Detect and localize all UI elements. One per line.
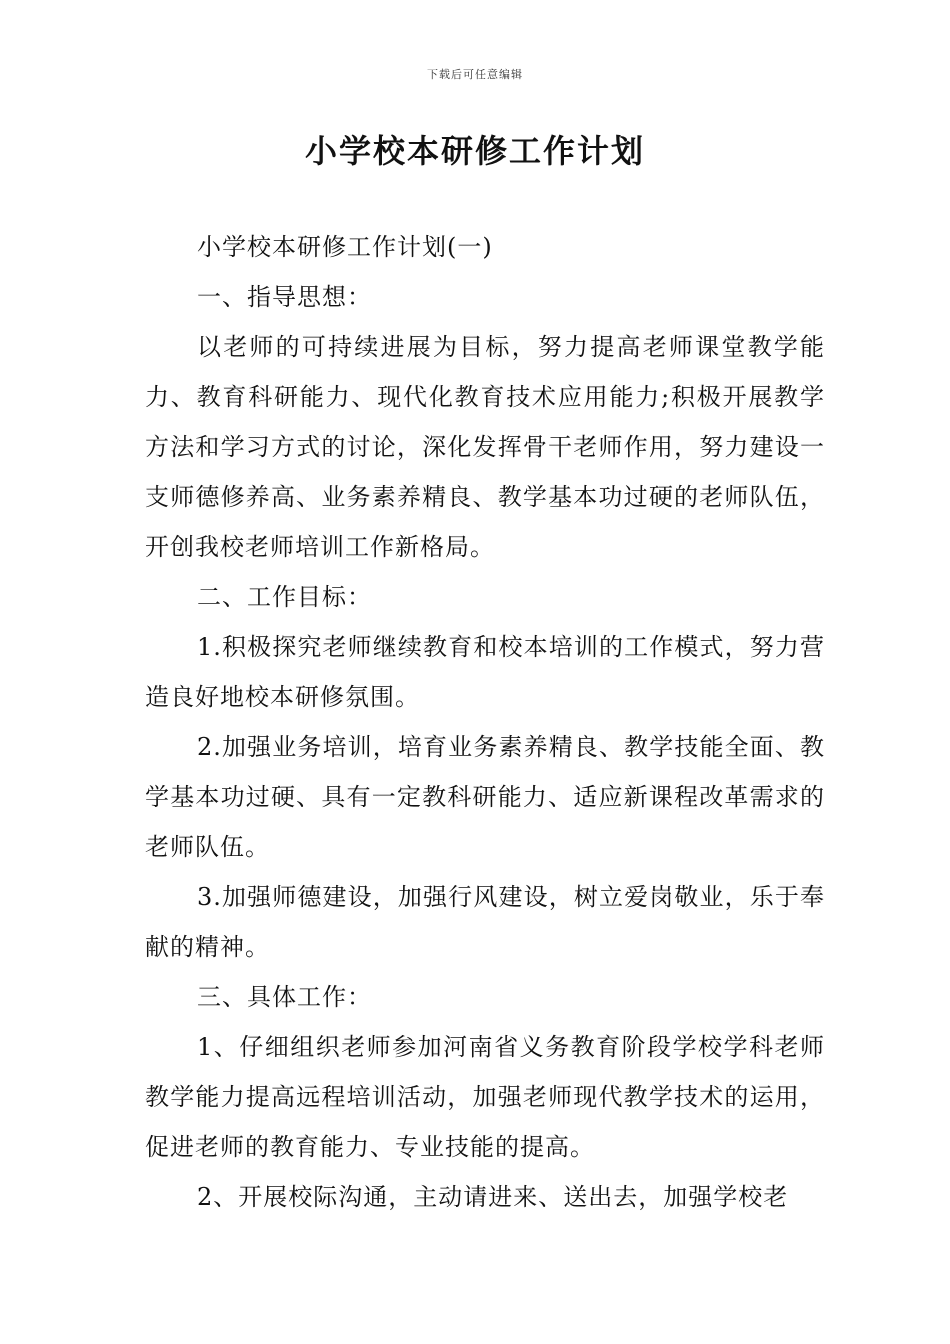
goal-item-3: 3.加强师德建设，加强行风建设，树立爱岗敬业，乐于奉献的精神。: [145, 883, 825, 961]
section-heading-guiding-thought: 一、指导思想：: [197, 283, 372, 311]
subtitle-paragraph: 小学校本研修工作计划(一): [197, 233, 493, 261]
work-item-2: 2、开展校际沟通，主动请进来、送出去，加强学校老: [197, 1183, 789, 1211]
page-header-note: 下载后可任意编辑: [427, 68, 523, 81]
work-item-1: 1、仔细组织老师参加河南省义务教育阶段学校学科老师教学能力提高远程培训活动，加强老师现代教学技术的运用，促进老师的教育能力、专业技能的提高。: [145, 1033, 825, 1161]
document-title: 小学校本研修工作计划: [304, 132, 645, 170]
guiding-thought-paragraph: 以老师的可持续进展为目标，努力提高老师课堂教学能力、教育科研能力、现代化教育技术应用能力;积极开展教学方法和学习方式的讨论，深化发挥骨干老师作用，努力建设一支师德修养高、业务素养精良、教学基本功过硬的老师队伍，开创我校老师培训工作新格局。: [145, 333, 825, 561]
goal-item-2: 2.加强业务培训，培育业务素养精良、教学技能全面、教学基本功过硬、具有一定教科研能力、适应新课程改革需求的老师队伍。: [145, 733, 825, 861]
document-body: [145, 222, 825, 1222]
section-heading-specific-work: 三、具体工作：: [197, 983, 372, 1011]
goal-item-1: 1.积极探究老师继续教育和校本培训的工作模式，努力营造良好地校本研修氛围。: [145, 633, 825, 711]
section-heading-work-goals: 二、工作目标：: [197, 583, 372, 611]
